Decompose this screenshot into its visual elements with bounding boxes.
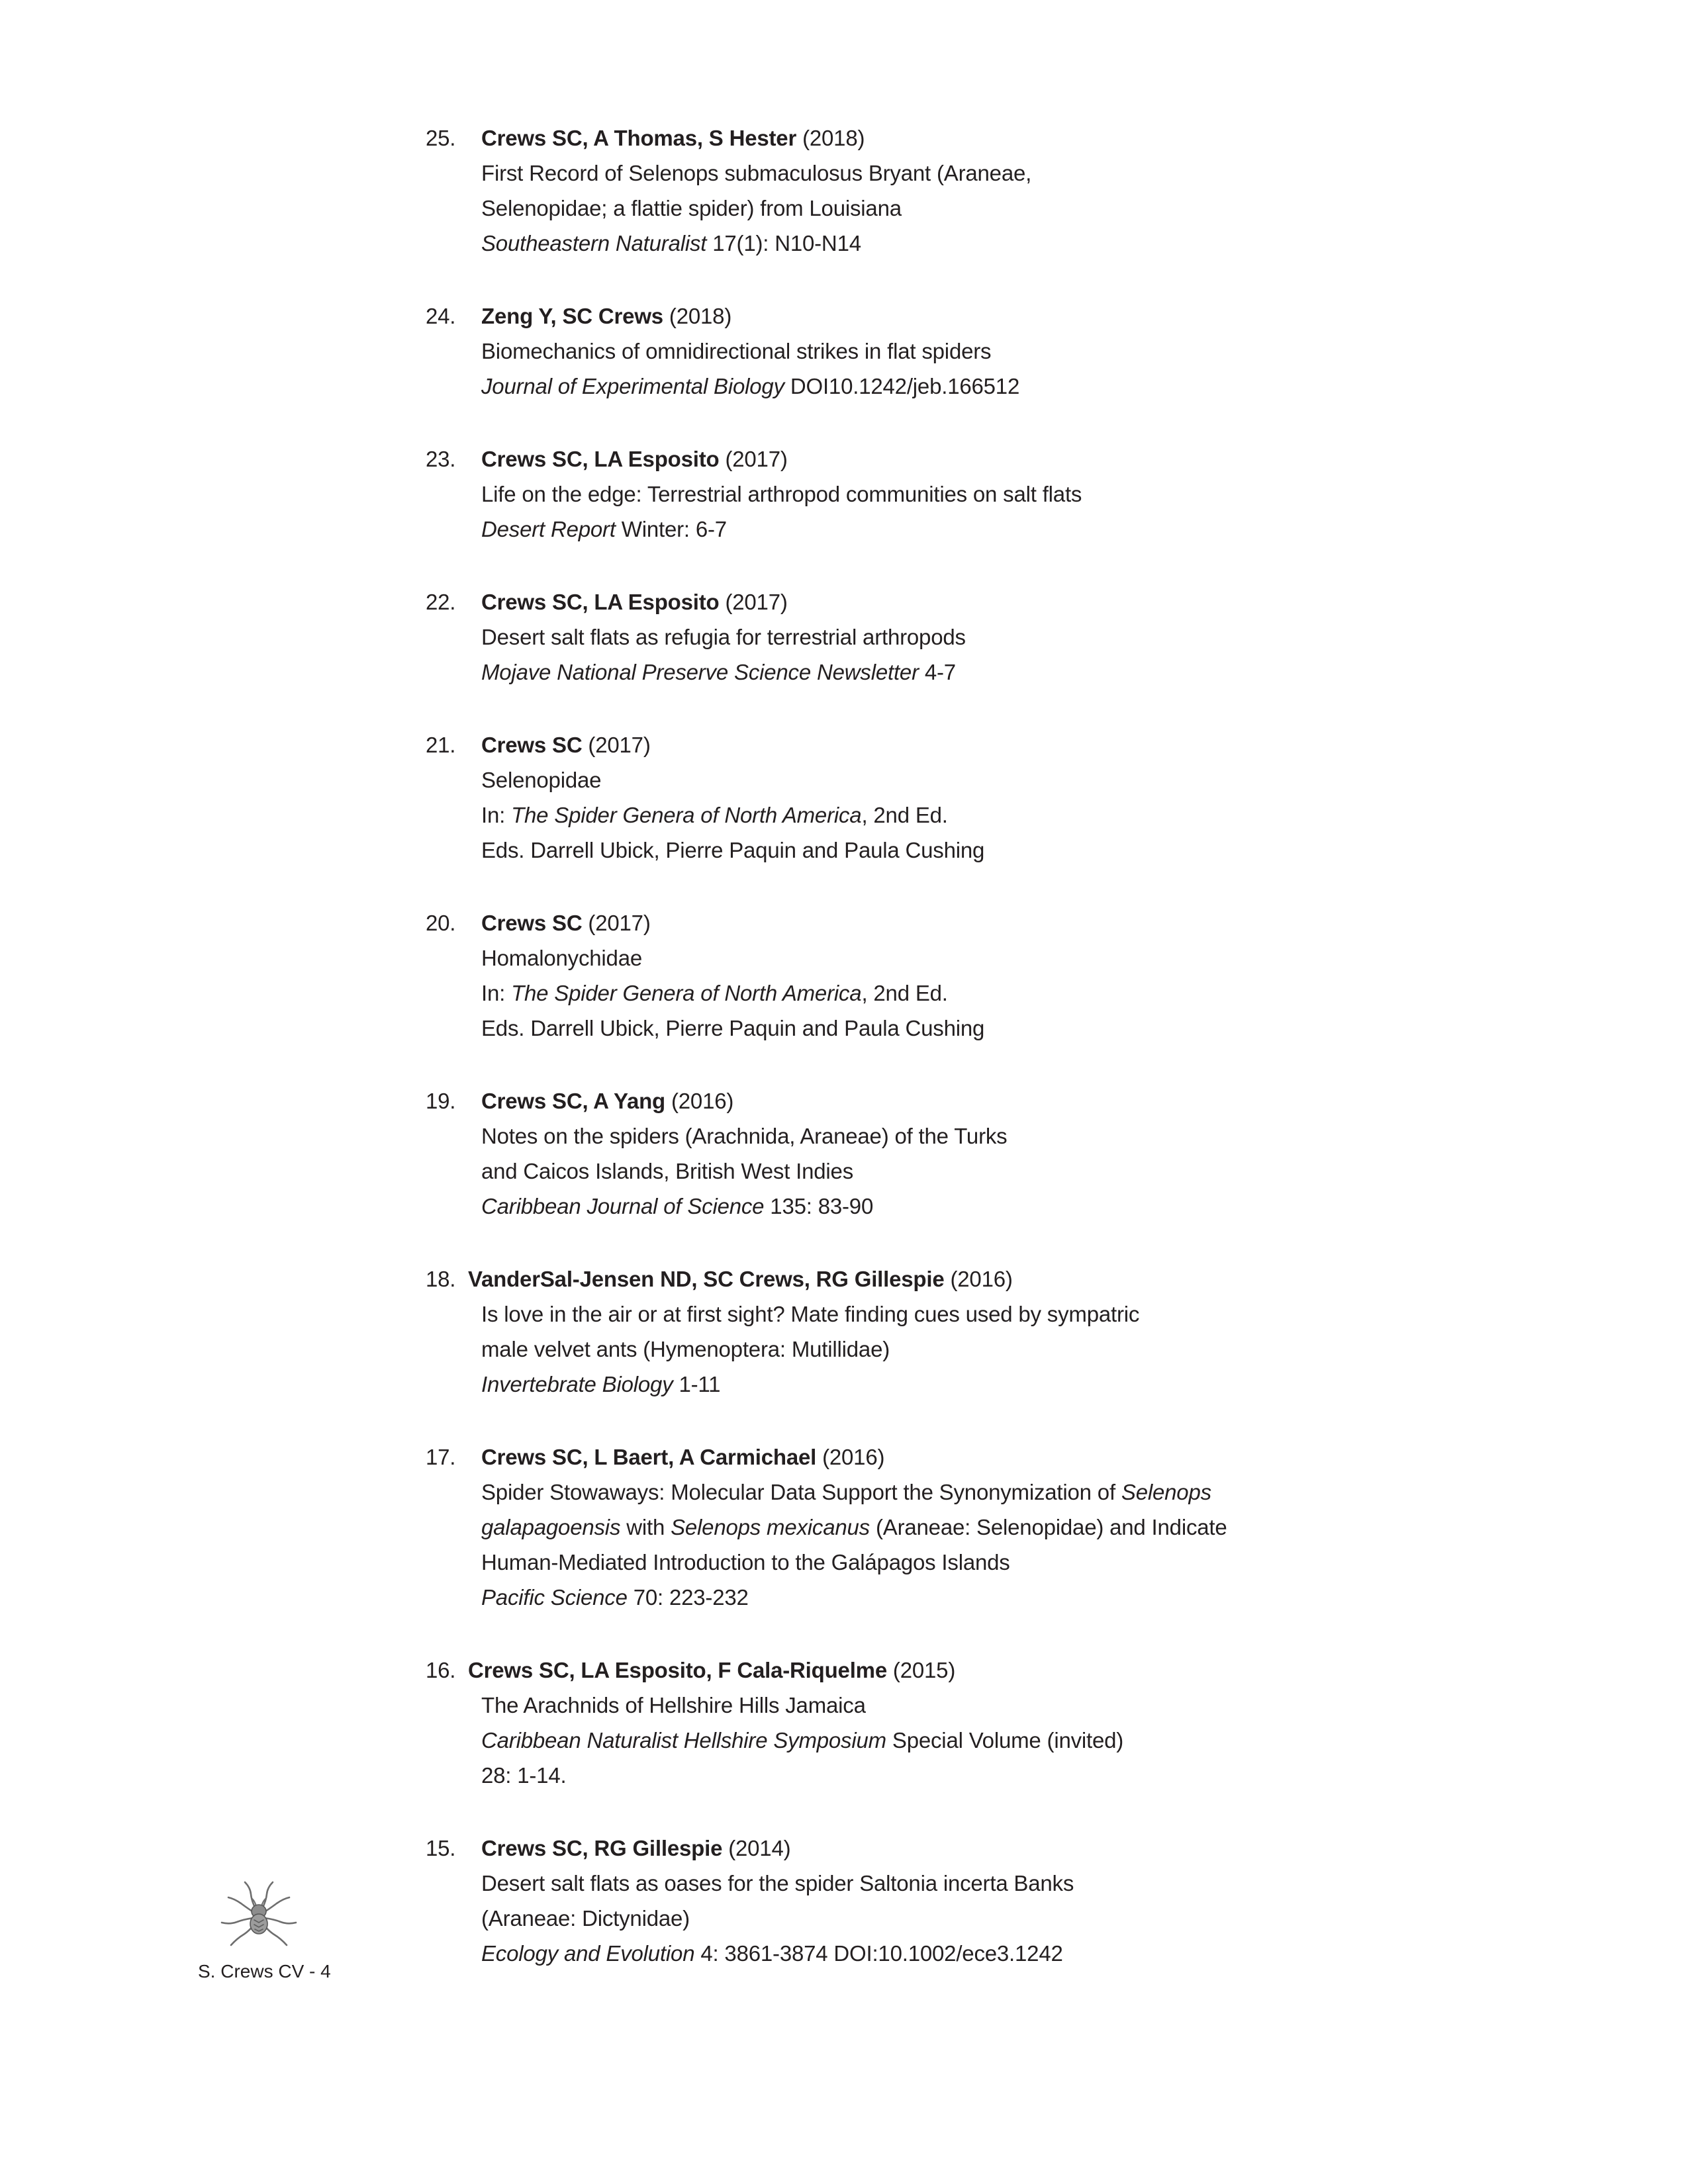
text-segment: with [620,1515,671,1539]
publication-header [481,1083,1386,1118]
publication-number: 18. [426,1267,456,1291]
text-segment: 28: 1-14. [481,1763,567,1788]
publication-line [481,1901,1386,1936]
publication-entry [426,1083,1386,1224]
text-segment: galapagoensis [481,1515,621,1539]
text-segment: Mojave National Preserve Science Newsletter [481,660,919,684]
text-segment: First Record of Selenops submaculosus Bryant (Araneae, [481,161,1032,185]
text-segment: Caribbean Naturalist Hellshire Symposium [481,1728,886,1752]
text-segment: Journal of Experimental Biology [481,374,784,398]
text-segment: Crews SC, A Yang [481,1089,666,1113]
text-segment: Spider Stowaways: Molecular Data Support the Synonymization of [481,1480,1121,1504]
text-segment: (2016) [944,1267,1013,1291]
footer-page-label: S. Crews CV - 4 [198,1961,331,1981]
publication-line [481,156,1386,191]
text-segment: , 2nd Ed. [861,981,948,1005]
publication-line [481,1866,1386,1901]
publication-line [481,334,1386,369]
text-segment: Ecology and Evolution [481,1941,695,1966]
text-segment: 135: 83-90 [764,1194,874,1218]
publication-number: 16. [426,1658,456,1682]
publication-entry [426,1831,1386,1971]
publication-entry [426,905,1386,1046]
text-segment: Crews SC, LA Esposito [481,447,720,471]
text-segment: (2017) [719,590,788,614]
text-segment: Crews SC, LA Esposito, F Cala-Riquelme [468,1658,887,1682]
text-segment: (2017) [582,733,651,757]
publication-header [481,1831,1386,1866]
publication-header [481,584,1386,619]
publication-number: 21. [426,733,456,757]
text-segment: Crews SC [481,911,583,935]
publication-line [481,1011,1386,1046]
publication-number: 25. [426,126,456,150]
text-segment: (Araneae: Selenopidae) and Indicate [870,1515,1227,1539]
text-segment: 17(1): N10-N14 [706,231,861,255]
publication-line [481,1510,1386,1545]
text-segment: Is love in the air or at first sight? Mate finding cues used by sympatric [481,1302,1140,1326]
text-segment: Desert salt flats as oases for the spider Saltonia incerta Banks [481,1871,1074,1895]
text-segment: Selenopidae [481,768,602,792]
text-segment: 4-7 [918,660,956,684]
text-segment: Biomechanics of omnidirectional strikes in flat spiders [481,339,992,363]
text-segment: (2017) [582,911,651,935]
publication-header [468,1261,1386,1297]
text-segment: In: [481,981,512,1005]
text-segment: Human-Mediated Introduction to the Galápagos Islands [481,1550,1010,1574]
text-segment: (2018) [663,304,732,328]
publication-line [481,1758,1386,1793]
text-segment: Special Volume (invited) [886,1728,1124,1752]
spider-icon [218,1877,299,1954]
publication-line [481,369,1386,404]
publication-header [481,298,1386,334]
text-segment: The Spider Genera of North America [511,981,862,1005]
text-segment: 4: 3861-3874 DOI:10.1002/ece3.1242 [694,1941,1063,1966]
publication-header [481,120,1386,156]
publication-header [481,441,1386,477]
publication-number: 24. [426,304,456,328]
publication-line [481,1367,1386,1402]
text-segment: Crews SC, RG Gillespie [481,1836,723,1860]
text-segment: Eds. Darrell Ubick, Pierre Paquin and Paula Cushing [481,838,985,862]
text-segment: Caribbean Journal of Science [481,1194,765,1218]
publication-line [481,655,1386,690]
publication-number: 20. [426,911,456,935]
text-segment: (2014) [722,1836,791,1860]
publication-line [481,1723,1386,1758]
publication-header [481,1439,1386,1475]
text-segment: (Araneae: Dictynidae) [481,1906,690,1931]
text-segment: Selenops [1121,1480,1211,1504]
publication-header [481,727,1386,762]
publication-line [481,1545,1386,1580]
publication-line [481,619,1386,655]
publication-line [481,226,1386,261]
text-segment: (2018) [796,126,865,150]
publication-entry [426,441,1386,547]
text-segment: Selenops mexicanus [671,1515,870,1539]
publication-line [481,833,1386,868]
publication-line [481,797,1386,833]
text-segment: and Caicos Islands, British West Indies [481,1159,854,1183]
publication-number: 19. [426,1089,456,1113]
publication-line [481,1189,1386,1224]
publication-line [481,1580,1386,1615]
text-segment: 70: 223-232 [627,1585,749,1610]
text-segment: Desert salt flats as refugia for terrestrial arthropods [481,625,966,649]
publication-line [481,1688,1386,1723]
text-segment: Selenopidae; a flattie spider) from Louisiana [481,196,902,220]
text-segment: Notes on the spiders (Arachnida, Araneae) of the Turks [481,1124,1008,1148]
text-segment: (2016) [816,1445,885,1469]
text-segment: VanderSal-Jensen ND, SC Crews, RG Gillespie [468,1267,945,1291]
publication-entry [426,298,1386,404]
publication-line [481,762,1386,797]
publication-line [481,1475,1386,1510]
text-segment: Eds. Darrell Ubick, Pierre Paquin and Paula Cushing [481,1016,985,1040]
publication-entry [426,1439,1386,1615]
publication-number: 23. [426,447,456,471]
publication-line [481,1936,1386,1971]
publication-line [481,477,1386,512]
text-segment: The Arachnids of Hellshire Hills Jamaica [481,1693,866,1717]
text-segment: Crews SC, A Thomas, S Hester [481,126,797,150]
publication-header [468,1653,1386,1688]
text-segment: Winter: 6-7 [615,517,727,541]
text-segment: 1-11 [673,1372,721,1396]
publication-number: 15. [426,1836,456,1860]
publication-line [481,1118,1386,1154]
text-segment: Crews SC, LA Esposito [481,590,720,614]
publication-number: 22. [426,590,456,614]
text-segment: Crews SC [481,733,583,757]
publication-line [481,191,1386,226]
text-segment: Invertebrate Biology [481,1372,673,1396]
publication-line [481,976,1386,1011]
text-segment: Homalonychidae [481,946,643,970]
text-segment: , 2nd Ed. [861,803,948,827]
text-segment: Pacific Science [481,1585,628,1610]
text-segment: The Spider Genera of North America [511,803,862,827]
text-segment: (2017) [719,447,788,471]
publication-entry [426,120,1386,261]
publication-number: 17. [426,1445,456,1469]
text-segment: Desert Report [481,517,616,541]
text-segment: Life on the edge: Terrestrial arthropod communities on salt flats [481,482,1082,506]
text-segment: DOI10.1242/jeb.166512 [784,374,1020,398]
text-segment: Crews SC, L Baert, A Carmichael [481,1445,817,1469]
text-segment: (2015) [886,1658,956,1682]
publication-entry [426,1261,1386,1402]
publication-list [426,120,1386,2009]
publication-line [481,1154,1386,1189]
text-segment: male velvet ants (Hymenoptera: Mutillidae) [481,1337,890,1361]
publication-entry [426,1653,1386,1793]
publication-line [481,940,1386,976]
publication-entry [426,727,1386,868]
publication-line [481,512,1386,547]
text-segment: Southeastern Naturalist [481,231,707,255]
publication-line [481,1332,1386,1367]
publication-entry [426,584,1386,690]
publication-header [481,905,1386,940]
text-segment: In: [481,803,512,827]
publication-line [481,1297,1386,1332]
text-segment: Zeng Y, SC Crews [481,304,663,328]
text-segment: (2016) [665,1089,734,1113]
